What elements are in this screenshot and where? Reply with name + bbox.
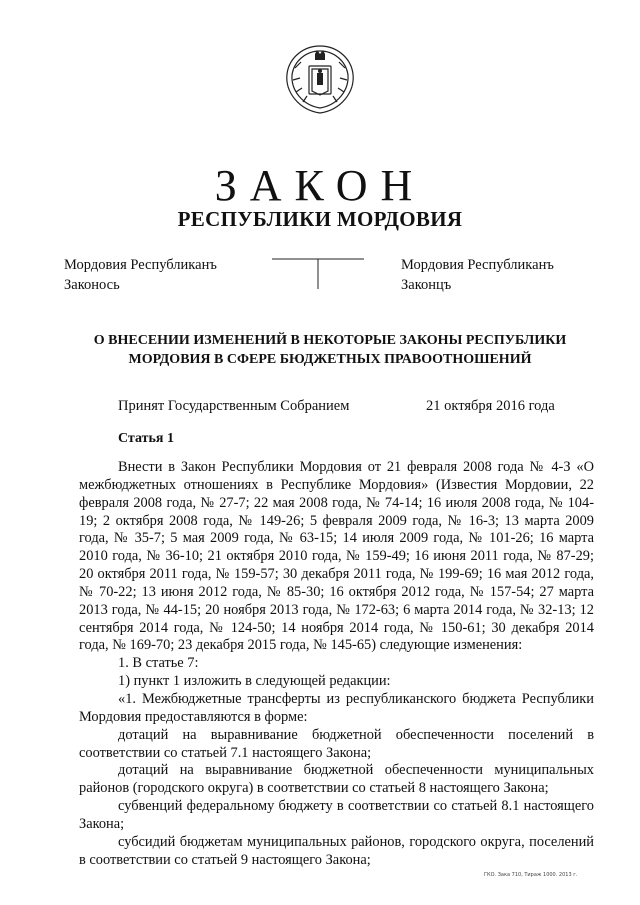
document-subtitle: РЕСПУБЛИКИ МОРДОВИЯ bbox=[177, 207, 463, 231]
paragraph: Внести в Закон Республики Мордовия от 21 февраля 2008 года № 4-З «О межбюджетных отношениях в Республике Мордовия» (Известия Мордовии, 22 февраля 2008 года, № 27-7; 22 мая 2008 года, № 74-14; 16 июля 2008 года, № 104-19; 2 октября 2008 года, № 149-26; 5 февраля 2009 года, № 16-3; 13 марта 2009 года, № 35-7; 5 мая 2009 года, № 63-15; 14 июля 2009 года, № 101-26; 16 марта 2010 года, № 36-10; 21 октября 2010 года, № 159-49; 16 июня 2011 года, № 87-29; 20 октября 2011 года, № 159-57; 30 декабря 2011 года, № 199-69; 16 мая 2012 года, № 70-22; 13 июня 2012 года, № 85-30; 16 октября 2012 года, № 157-54; 27 марта 2013 года, № 44-15; 20 ноября 2013 года, № 172-63; 6 марта 2014 года, № 32-13; 12 сентября 2014 года, № 124-50; 14 ноября 2014 года, № 150-61; 30 декабря 2014 года, № 169-70; 23 декабря 2015 года, № 145-65) следующие изменения: bbox=[79, 459, 594, 654]
paragraph: «1. Межбюджетные трансферты из республиканского бюджета Республики Мордовия предоставляются в форме: bbox=[79, 690, 594, 725]
adopted-by: Принят Государственным Собранием bbox=[118, 398, 350, 414]
print-footer: ГКО. Зака 710, Тираж 1000. 2013 г. bbox=[484, 872, 578, 878]
law-title-line-2: МОРДОВИЯ В СФЕРЕ БЮДЖЕТНЫХ ПРАВООТНОШЕНИЙ bbox=[128, 352, 532, 367]
paragraph: субвенций федеральному бюджету в соответствии со статьей 8.1 настоящего Закона; bbox=[79, 798, 594, 832]
document-title: ЗАКОН bbox=[214, 161, 426, 210]
left-caption-line-1: Мордовия Республиканъ bbox=[64, 257, 217, 273]
left-caption-line-2: Законось bbox=[64, 277, 120, 293]
paragraph: дотаций на выравнивание бюджетной обеспеченности муниципальных районов (городского округа) в соответствии со статьей 8 настоящего Закона; bbox=[79, 762, 594, 797]
right-caption-line-1: Мордовия Республиканъ bbox=[401, 257, 554, 273]
paragraph: 1) пункт 1 изложить в следующей редакции: bbox=[118, 673, 391, 690]
header-divider bbox=[272, 256, 364, 290]
adoption-date: 21 октября 2016 года bbox=[426, 398, 555, 414]
article-body bbox=[79, 459, 594, 869]
paragraph: дотаций на выравнивание бюджетной обеспеченности поселений в соответствии со статьей 7.1 настоящего Закона; bbox=[79, 726, 594, 761]
right-caption-line-2: Законцъ bbox=[401, 277, 452, 293]
law-title-line-1: О ВНЕСЕНИИ ИЗМЕНЕНИЙ В НЕКОТОРЫЕ ЗАКОНЫ РЕСПУБЛИКИ bbox=[93, 333, 567, 348]
article-heading: Статья 1 bbox=[118, 431, 174, 446]
left-caption bbox=[64, 255, 217, 295]
paragraph: субсидий бюджетам муниципальных районов, городского округа, поселений в соответствии со статьей 9 настоящего Закона; bbox=[79, 833, 594, 868]
law-title bbox=[60, 331, 600, 369]
paragraph: 1. В статье 7: bbox=[118, 655, 199, 672]
right-caption bbox=[401, 255, 554, 295]
coat-of-arms-icon bbox=[281, 40, 359, 118]
